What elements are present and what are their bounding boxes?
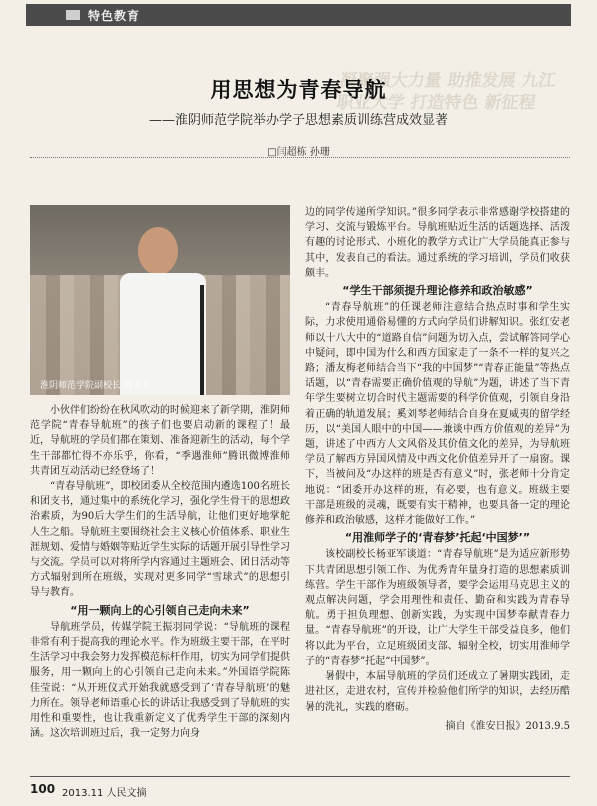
paragraph: “青春导航班”的任课老师注意结合热点时事和学生实际，力求使用通俗易懂的方式向学员们讲解知识。张红安老师以十八大中的“道路自信”问题为切入点，尝试解答同学心中疑问，即中国为什么和西方国家走了一条不一样的复兴之路；潘友梅老师结合当下“我的中国梦”“青春正能量”等热点话题，以“青春需要正确价值观的导航”为题，讲述了当下青年学生要树立切合时代主题需要的科学价值观，引领自身沿着正确的轨道发展；奚刘琴老师结合自身在夏威夷的留学经历，以“美国人眼中的中国——兼谈中西方价值观的差异”为题，讲述了中西方人文风俗及其价值文化的差异，为导航班学员了解西方异国风情及中西文化价值差异开了一扇窗。课下，当被问及“办这样的班是否有意义”时，张老师十分肯定地说：“团委开办这样的班，有必要，也有意义。班级主要干部是班级的灵魂，既要有实干精神，也要具备一定的理论修养和政治敏感，这样才能做好工作。” bbox=[305, 302, 570, 527]
footer-rule bbox=[30, 776, 570, 777]
photo-caption: 淮阴师范学院副校长 杨亚军 bbox=[40, 381, 151, 391]
paragraph: 暑假中，本届导航班的学员们还成立了暑期实践团，走进社区，走进农村，宣传并检验他们所学的知识，去经历酷暑的洗礼，实践的磨砺。 bbox=[305, 671, 570, 713]
subheading: “学生干部须提升理论修养和政治敏感” bbox=[342, 284, 533, 298]
speaker-head bbox=[138, 227, 178, 275]
title-divider bbox=[30, 157, 570, 158]
left-column bbox=[30, 403, 290, 741]
article-byline: □闫超栋 孙珊 bbox=[267, 147, 330, 158]
source-citation: 摘自《淮安日报》2013.9.5 bbox=[445, 720, 570, 732]
page-number: 100 bbox=[30, 782, 56, 796]
article-photo bbox=[30, 205, 290, 395]
section-marker-icon bbox=[66, 10, 80, 20]
article-title: 用思想为青春导航 bbox=[210, 78, 387, 102]
right-column bbox=[305, 205, 570, 734]
microphone-stand bbox=[200, 285, 204, 395]
paragraph: 小伙伴们纷纷在秋风吹动的时候迎来了新学期，淮阴师范学院“青春导航班”的孩子们也要启动新的课程了！最近，导航班的学员们都在策划、准备迎新生的活动，每个学生干部都忙得不亦乐乎，你看，“季遇淮师”腾讯微博淮师共青团互动活动已经登场了！ bbox=[30, 405, 290, 477]
speaker-body bbox=[120, 273, 206, 395]
ghost-watermark-text: 凝聚强大力量 助推发展 九江职业大学 打造特色 新征程 bbox=[335, 71, 557, 113]
subheading: “用淮师学子的‘青春梦’托起‘中国梦’” bbox=[344, 531, 531, 545]
paragraph: 该校副校长杨亚军谈道：“青春导航班”是为适应新形势下共青团思想引领工作、为优秀青年量身打造的思想素质训练营。学生干部作为班级领导者，要学会运用马克思主义的观点解决问题，学会用理性和责任、勤奋和实践为青春导航。勇于担负理想、创新实践，为实现中国梦奉献青春力量。“青春导航班”的开设，让广大学生干部受益良多，他们将以此为平台，立足班级团支部、辐射全校，切实用淮师学子的“青春梦”托起“中国梦”。 bbox=[305, 549, 570, 667]
section-header-bar bbox=[26, 4, 571, 26]
section-label: 特色教育 bbox=[88, 9, 141, 23]
subheading: “用一颗向上的心引领自己走向未来” bbox=[70, 603, 250, 617]
paragraph: 导航班学员，传媒学院王振羽同学说：“导航班的课程非常有利于提高我的理论水平。作为班级主要干部，在平时生活学习中我会努力发挥模范标杆作用，切实为同学们提供服务，用一颗向上的心引领自己走向未来。”外国语学院陈佳莹说：“从开班仪式开始我就感受到了‘青春导航班’的魅力所在。领导老师语重心长的讲话让我感受到了导航班的实用性和重要性，也让我重新定义了优秀学生干部的深刻内涵。这次培训班过后，我一定努力向身 bbox=[30, 621, 290, 740]
article-subtitle: ——淮阴师范学院举办学子思想素质训练营成效显著 bbox=[148, 113, 448, 128]
publication-info: 2013.11 人民文摘 bbox=[62, 788, 147, 799]
paragraph: “青春导航班”，即校团委从全校范围内遴选100名班长和团支书，通过集中的系统化学习，强化学生骨干的思想政治素质，为90后大学生们的生活导航，让他们更好地掌舵人生之船。导航班主要围绕社会主义核心价值体系、职业生涯规划、爱情与婚姻等贴近学生实际的话题开展引导性学习与交流。学员可以对将所学内容通过主题班会、团日活动等方式辐射到所在班级，实现对更多同学“雪球式”的思想引导与教育。 bbox=[30, 481, 290, 599]
paragraph: 边的同学传递所学知识。”很多同学表示非常感谢学校搭建的学习、交流与锻炼平台。导航班贴近生活的话题选择、活泼有趣的讨论形式、小班化的教学方式让广大学员能真正参与其中，发表自己的看法。通过系统的学习培训，学员们收获颇丰。 bbox=[305, 207, 570, 279]
